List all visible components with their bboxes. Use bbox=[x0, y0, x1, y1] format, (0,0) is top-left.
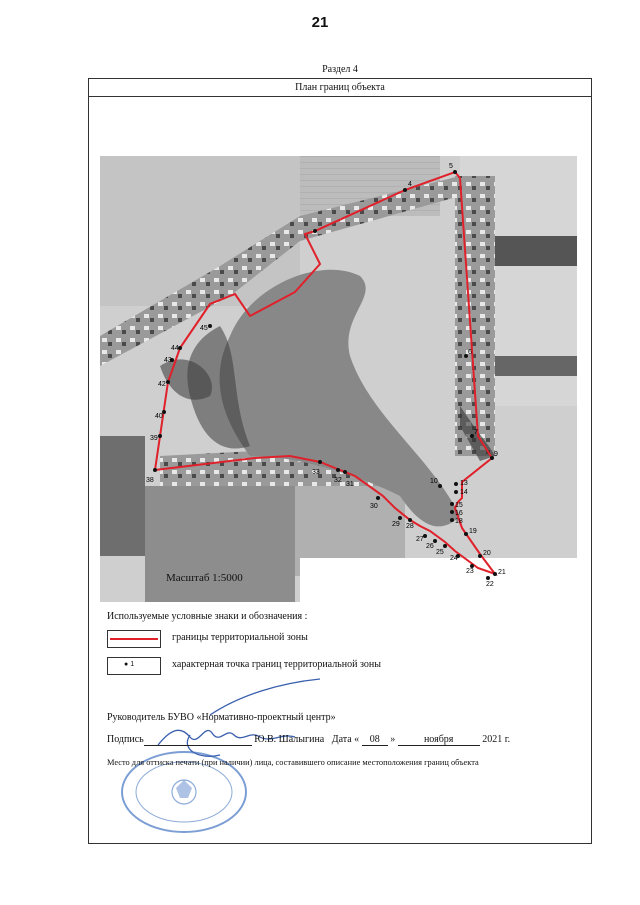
map-point-label: 31 bbox=[346, 481, 354, 488]
signoff-row: Подпись Ю.В. Шалыгина Дата « 08 » ноября 2021 г. bbox=[107, 734, 511, 745]
map-point-label: 44 bbox=[171, 345, 179, 352]
map-point-label: 10 bbox=[430, 478, 438, 485]
date-day: 08 bbox=[362, 734, 388, 746]
map-point-label: 23 bbox=[466, 568, 474, 575]
map-point-label: 40 bbox=[155, 413, 163, 420]
map-point-label: 20 bbox=[483, 550, 491, 557]
legend-heading: Используемые условные знаки и обозначения : bbox=[107, 611, 308, 622]
map-point-label: 33 bbox=[312, 469, 320, 476]
point-sample-number: 1 bbox=[130, 661, 135, 668]
section-label: Раздел 4 bbox=[322, 64, 358, 75]
map-point-label: 18 bbox=[455, 518, 463, 525]
date-year: 2021 г. bbox=[482, 734, 511, 745]
signer-name: Ю.В. Шалыгина bbox=[254, 734, 325, 745]
date-label: Дата « bbox=[331, 734, 360, 745]
map-point-label: 16 bbox=[455, 510, 463, 517]
boundary-swatch bbox=[107, 630, 161, 648]
map-point-label: 14 bbox=[460, 489, 468, 496]
map-point-label: 21 bbox=[498, 569, 506, 576]
map-point-label: 6 bbox=[468, 349, 472, 356]
point-legend-label: характерная точка границ территориальной зоны bbox=[172, 659, 381, 670]
map-point-label: 24 bbox=[450, 555, 458, 562]
map-point-label: 27 bbox=[416, 536, 424, 543]
map-point-label: 13 bbox=[460, 480, 468, 487]
boundary-legend-label: границы территориальной зоны bbox=[172, 632, 308, 643]
map-point-label: 28 bbox=[406, 523, 414, 530]
signoff-head: Руководитель БУВО «Нормативно-проектный центр» bbox=[107, 712, 336, 723]
map-point-label: 9 bbox=[494, 451, 498, 458]
stamp-note: Место для оттиска печати (при наличии) лица, составившего описание местоположения границ объекта bbox=[107, 758, 479, 767]
aerial-map bbox=[100, 156, 577, 602]
map-point-label: 30 bbox=[370, 503, 378, 510]
map-point-label: 22 bbox=[486, 581, 494, 588]
map-point-label: 38 bbox=[146, 477, 154, 484]
date-month: ноября bbox=[398, 734, 480, 746]
map-point-label: 26 bbox=[426, 543, 434, 550]
map-point-label: 39 bbox=[150, 435, 158, 442]
map-point-label: 15 bbox=[455, 502, 463, 509]
map-point-label: 32 bbox=[334, 477, 342, 484]
point-swatch: ● 1 bbox=[107, 657, 161, 675]
map-point-label: 42 bbox=[158, 381, 166, 388]
plan-title: План границ объекта bbox=[89, 79, 591, 97]
sign-label: Подпись bbox=[107, 734, 144, 745]
map-point-label: 29 bbox=[392, 521, 400, 528]
map-point-label: 19 bbox=[469, 528, 477, 535]
map-point-label: 4 bbox=[408, 181, 412, 188]
map-point-label: 43 bbox=[164, 357, 172, 364]
page-number: 21 bbox=[311, 14, 329, 31]
map-point-label: 7 bbox=[474, 429, 478, 436]
map-scale: Масштаб 1:5000 bbox=[166, 572, 243, 584]
map-point-label: 45 bbox=[200, 325, 208, 332]
map-point-label: 25 bbox=[436, 549, 444, 556]
map-point-label: 5 bbox=[449, 163, 453, 170]
